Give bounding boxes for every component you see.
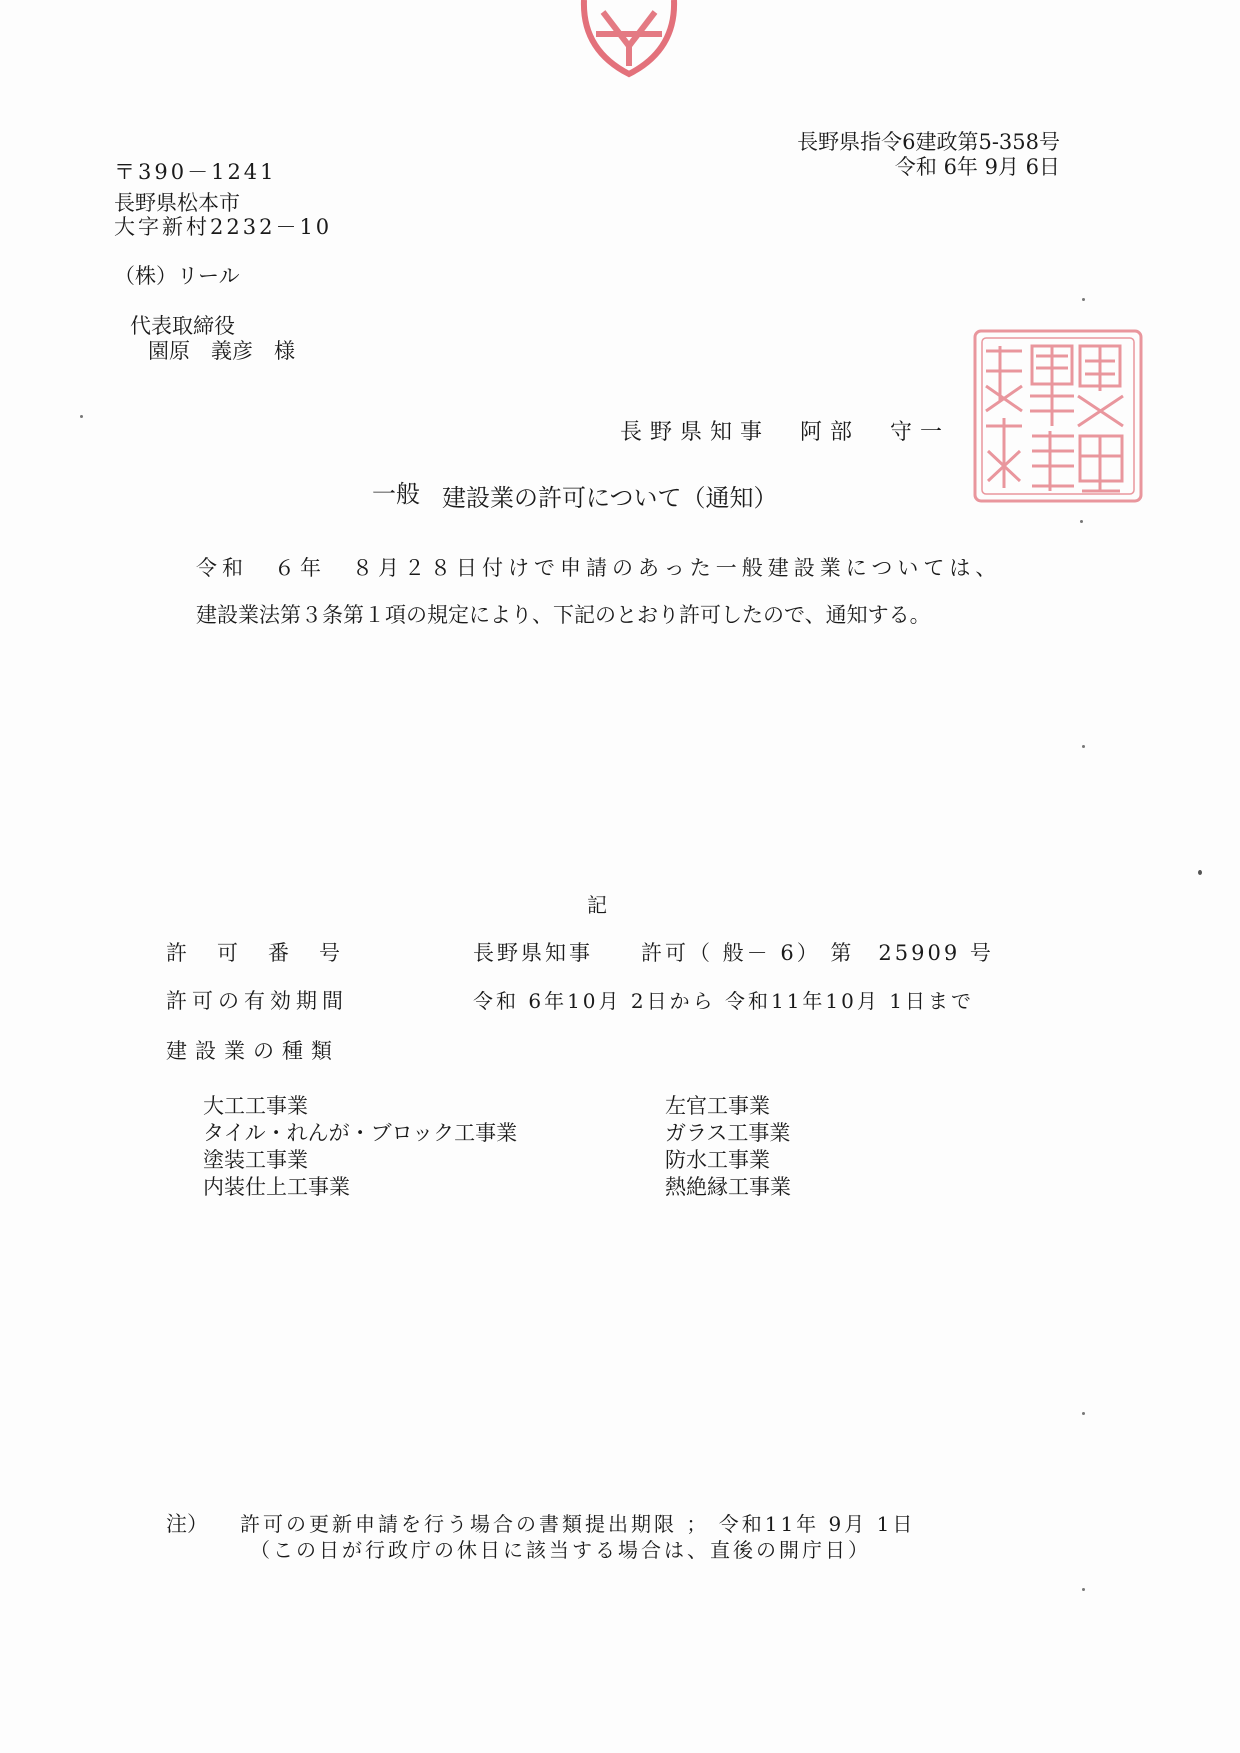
- types-label: 建設業の種類: [166, 1039, 340, 1063]
- type-right-4: 熱絶縁工事業: [665, 1175, 791, 1199]
- scan-speck: [1082, 1412, 1085, 1415]
- document-number: 長野県指令6建政第5-358号: [797, 130, 1060, 154]
- scan-speck: [1082, 1588, 1085, 1591]
- company-name: （株）リール: [114, 264, 240, 288]
- record-heading: 記: [587, 893, 607, 917]
- validity-value: 令和 6年10月 2日から 令和11年10月 1日まで: [473, 989, 974, 1013]
- type-left-1: 大工工事業: [203, 1094, 308, 1118]
- scan-speck: [1080, 520, 1083, 523]
- address-line-2: 大字新村2232－10: [114, 215, 333, 239]
- body-line-2: 建設業法第３条第１項の規定により、下記のとおり許可したので、通知する。: [196, 603, 931, 627]
- scan-speck: [80, 415, 83, 418]
- document-date: 令和 6年 9月 6日: [894, 155, 1060, 179]
- sender-name: 長野県知事 阿部 守一: [620, 420, 951, 445]
- permit-number-value: 長野県知事 許可（ 般－ 6） 第 25909 号: [473, 941, 994, 965]
- type-left-3: 塗装工事業: [203, 1148, 308, 1172]
- received-stamp: [578, 0, 680, 78]
- subject-title: 建設業の許可について（通知）: [442, 484, 778, 512]
- validity-label: 許可の有効期間: [166, 989, 348, 1013]
- type-right-3: 防水工事業: [665, 1148, 770, 1172]
- postal-code: 〒390－1241: [114, 160, 277, 184]
- note-line-1: 許可の更新申請を行う場合の書類提出期限 ； 令和11年 9月 1日: [240, 1512, 916, 1536]
- type-left-4: 内装仕上工事業: [203, 1175, 350, 1199]
- permit-number-label: 許可番号: [166, 941, 370, 965]
- type-right-2: ガラス工事業: [665, 1121, 791, 1145]
- recipient-title: 代表取締役: [130, 314, 235, 338]
- recipient-name: 園原 義彦 様: [148, 339, 295, 363]
- type-left-2: タイル・れんが・ブロック工事業: [203, 1121, 518, 1145]
- official-seal: [970, 326, 1146, 506]
- note-line-2: （この日が行政庁の休日に該当する場合は、直後の開庁日）: [250, 1538, 871, 1562]
- body-line-1: 令和 ６年 ８月２８日付けで申請のあった一般建設業については、: [196, 556, 1002, 580]
- address-line-1: 長野県松本市: [114, 191, 240, 215]
- type-right-1: 左官工事業: [665, 1094, 770, 1118]
- subject-prefix: 一般: [372, 480, 420, 508]
- scan-speck: [1082, 745, 1085, 748]
- note-label: 注）: [166, 1512, 208, 1536]
- scan-speck: [1198, 870, 1202, 875]
- scan-speck: [1082, 298, 1085, 301]
